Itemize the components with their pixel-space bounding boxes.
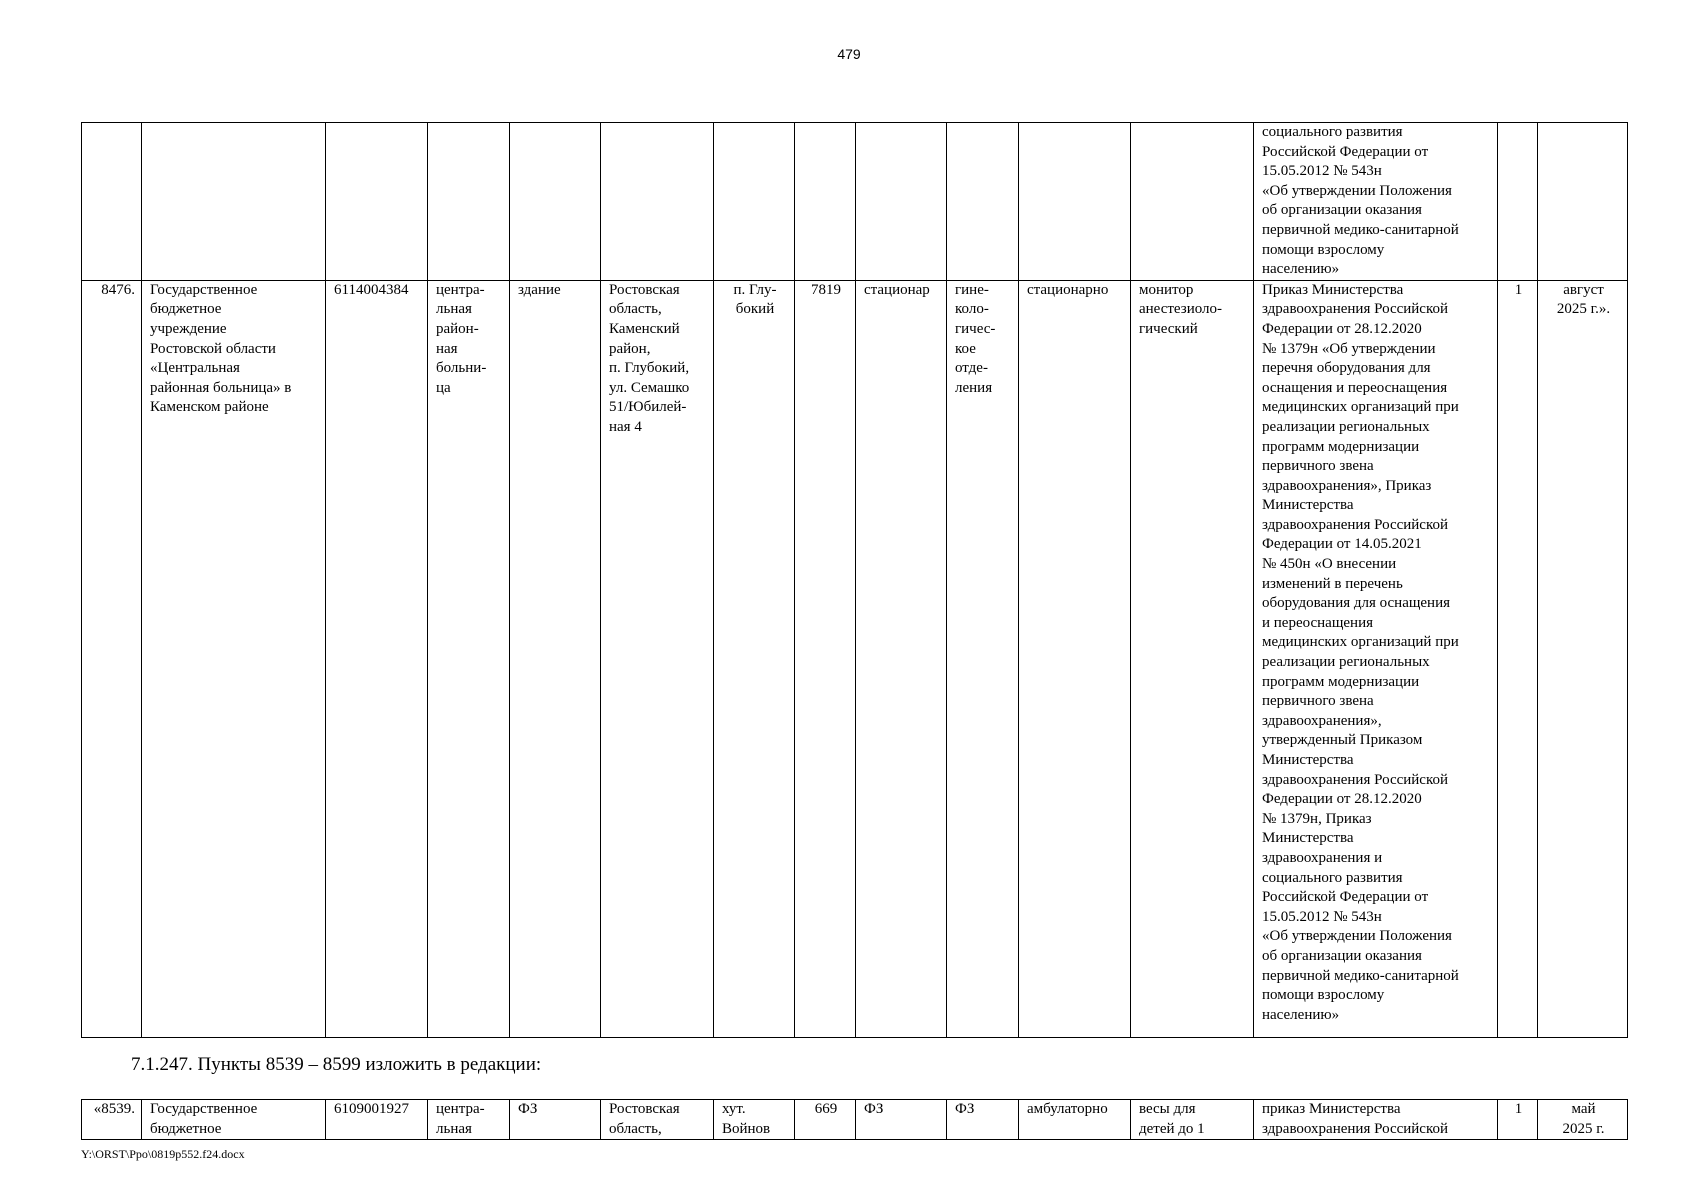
page-number: 479 bbox=[837, 46, 861, 62]
cell-organization: Государственное бюджетное учреждение Ростовской области «Центральная районная больница» в Каменском районе bbox=[142, 280, 326, 1037]
cell-equipment: весы для детей до 1 bbox=[1131, 1100, 1254, 1140]
section-heading: 7.1.247. Пункты 8539 – 8599 изложить в редакции: bbox=[131, 1054, 542, 1075]
cell-number: 8476. bbox=[82, 280, 142, 1037]
cell-number: «8539. bbox=[82, 1100, 142, 1140]
table-row-continuation bbox=[82, 123, 1628, 281]
cell-quantity: 1 bbox=[1498, 280, 1538, 1037]
table-row-8539 bbox=[82, 1100, 1628, 1140]
cell-equipment: монитор анестезиоло- гический bbox=[1131, 280, 1254, 1037]
cell-deadline: май 2025 г. bbox=[1538, 1100, 1628, 1140]
table-row-8476 bbox=[82, 280, 1628, 1037]
cell-legal-basis: Приказ Министерства здравоохранения Российской Федерации от 28.12.2020 № 1379н «Об утверждении перечня оборудования для оснащения и переоснащения медицинских организаций при реализации региональных программ модернизации первичного звена здравоохранения», Приказ Министерства здравоохранения Российской Федерации от 14.05.2021 № 450н «О внесении изменений в перечень оборудования для оснащения и переоснащения медицинских организаций при реализации региональных программ модернизации первичного звена здравоохранения», утвержденный Приказом Министерства здравоохранения Российской Федерации от 28.12.2020 № 1379н, Приказ Министерства здравоохранения и социального развития Российской Федерации от 15.05.2012 № 543н «Об утверждении Положения об организации оказания первичной медико-санитарной помощи взрослому населению» bbox=[1254, 280, 1498, 1037]
cell-org-type: центра- льная bbox=[428, 1100, 510, 1140]
equipment-table-continued bbox=[81, 1099, 1628, 1140]
cell-legal-basis: приказ Министерства здравоохранения Российской bbox=[1254, 1100, 1498, 1140]
cell-address: Ростовская область, Каменский район, п. Глубокий, ул. Семашко 51/Юбилей- ная 4 bbox=[601, 280, 714, 1037]
cell-care-type: стационар bbox=[856, 280, 947, 1037]
cell-deadline: август 2025 г.». bbox=[1538, 280, 1628, 1037]
cell-quantity: 1 bbox=[1498, 1100, 1538, 1140]
cell-object: здание bbox=[510, 280, 601, 1037]
cell-legal-basis: социального развития Российской Федерации от 15.05.2012 № 543н «Об утверждении Положения об организации оказания первичной медико-санитарной помощи взрослому населению» bbox=[1254, 123, 1498, 281]
cell-care-condition: амбулаторно bbox=[1019, 1100, 1131, 1140]
cell-inn: 6109001927 bbox=[326, 1100, 428, 1140]
cell-care-type: ФЗ bbox=[856, 1100, 947, 1140]
equipment-table bbox=[81, 122, 1628, 1038]
footer-file-path: Y:\ORST\Ppo\0819p552.f24.docx bbox=[81, 1147, 245, 1161]
cell-department: ФЗ bbox=[947, 1100, 1019, 1140]
cell-department: гине- коло- гичес- кое отде- ления bbox=[947, 280, 1019, 1037]
cell-org-type: центра- льная район- ная больни- ца bbox=[428, 280, 510, 1037]
cell-object: ФЗ bbox=[510, 1100, 601, 1140]
cell-population: 7819 bbox=[795, 280, 856, 1037]
cell-address: Ростовская область, bbox=[601, 1100, 714, 1140]
cell-inn: 6114004384 bbox=[326, 280, 428, 1037]
cell-settlement: хут. Войнов bbox=[714, 1100, 795, 1140]
cell-care-condition: стационарно bbox=[1019, 280, 1131, 1037]
cell-organization: Государственное бюджетное bbox=[142, 1100, 326, 1140]
cell-settlement: п. Глу- бокий bbox=[714, 280, 795, 1037]
cell-population: 669 bbox=[795, 1100, 856, 1140]
